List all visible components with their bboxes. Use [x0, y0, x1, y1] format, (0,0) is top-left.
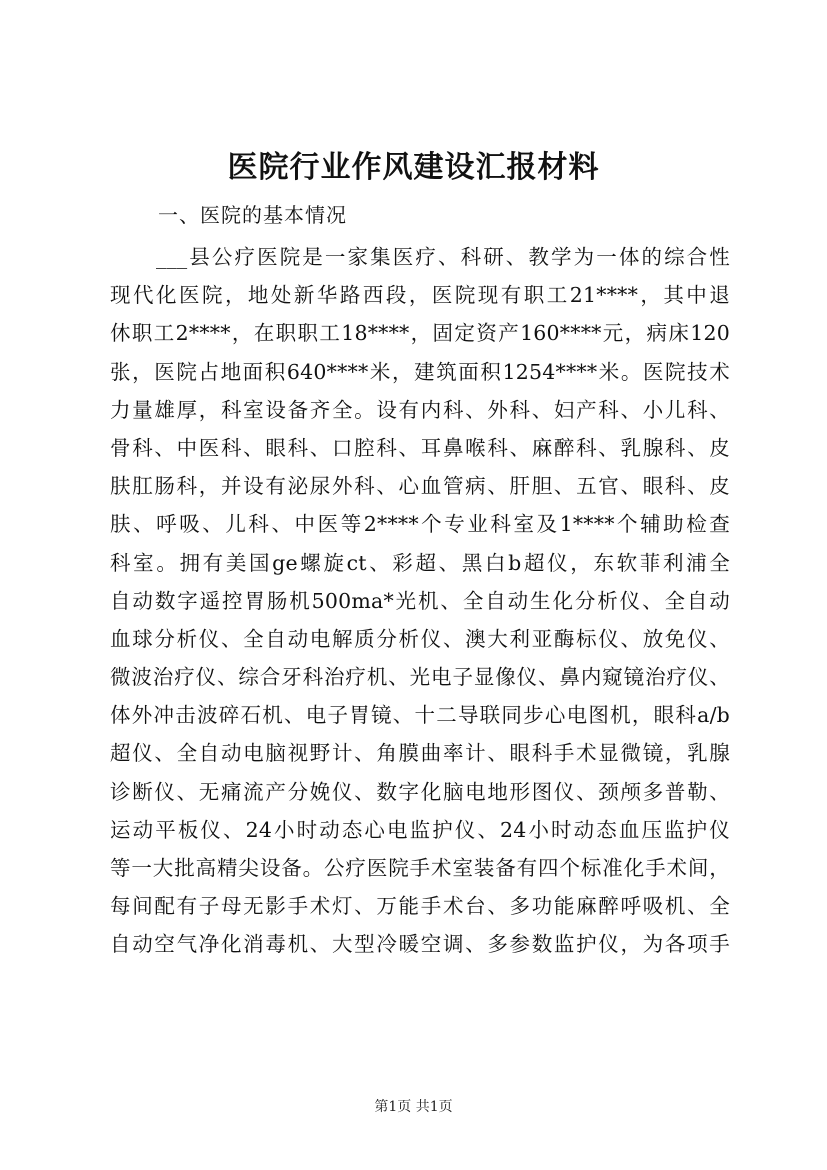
body-line: 每间配有子母无影手术灯、万能手术台、多功能麻醉呼吸机、全 — [110, 894, 730, 919]
body-line: 力量雄厚，科室设备齐全。设有内科、外科、妇产科、小儿科、 — [110, 397, 730, 422]
section-heading: 一、医院的基本情况 — [158, 203, 347, 227]
document-title: 医院行业作风建设汇报材料 — [227, 150, 600, 185]
body-line: 超仪、全自动电脑视野计、角膜曲率计、眼科手术显微镜，乳腺 — [110, 741, 730, 766]
body-line: 休职工2****，在职职工18****，固定资产160****元，病床120 — [110, 321, 730, 346]
body-line: 运动平板仪、24小时动态心电监护仪、24小时动态血压监护仪 — [110, 817, 730, 842]
body-line: 肤、呼吸、儿科、中医等2****个专业科室及1****个辅助检查 — [110, 512, 730, 537]
body-line: 自动数字遥控胃肠机500ma*光机、全自动生化分析仪、全自动 — [110, 588, 730, 613]
page-footer: 第1页 共1页 — [374, 1099, 453, 1115]
body-line: 诊断仪、无痛流产分娩仪、数字化脑电地形图仪、颈颅多普勒、 — [110, 779, 730, 804]
body-line: 肤肛肠科，并设有泌尿外科、心血管病、肝胆、五官、眼科、皮 — [110, 474, 730, 499]
body-line: 张，医院占地面积640****米，建筑面积1254****米。医院技术 — [110, 359, 730, 384]
body-line: 体外冲击波碎石机、电子胃镜、十二导联同步心电图机，眼科a/b — [110, 703, 730, 728]
body-line: 现代化医院，地处新华路西段，医院现有职工21****，其中退 — [110, 283, 730, 308]
body-line: 骨科、中医科、眼科、口腔科、耳鼻喉科、麻醉科、乳腺科、皮 — [110, 435, 730, 460]
body-line: 科室。拥有美国ge螺旋ct、彩超、黑白b超仪，东软菲利浦全 — [110, 550, 730, 575]
body-line: 微波治疗仪、综合牙科治疗机、光电子显像仪、鼻内窥镜治疗仪、 — [110, 665, 730, 690]
body-line: 自动空气净化消毒机、大型冷暖空调、多参数监护仪，为各项手 — [110, 932, 730, 957]
body-line: 等一大批高精尖设备。公疗医院手术室装备有四个标准化手术间， — [110, 856, 730, 880]
body-line: ___县公疗医院是一家集医疗、科研、教学为一体的综合性 — [156, 245, 730, 269]
body-line: 血球分析仪、全自动电解质分析仪、澳大利亚酶标仪、放免仪、 — [110, 626, 730, 651]
body-text — [110, 240, 730, 966]
